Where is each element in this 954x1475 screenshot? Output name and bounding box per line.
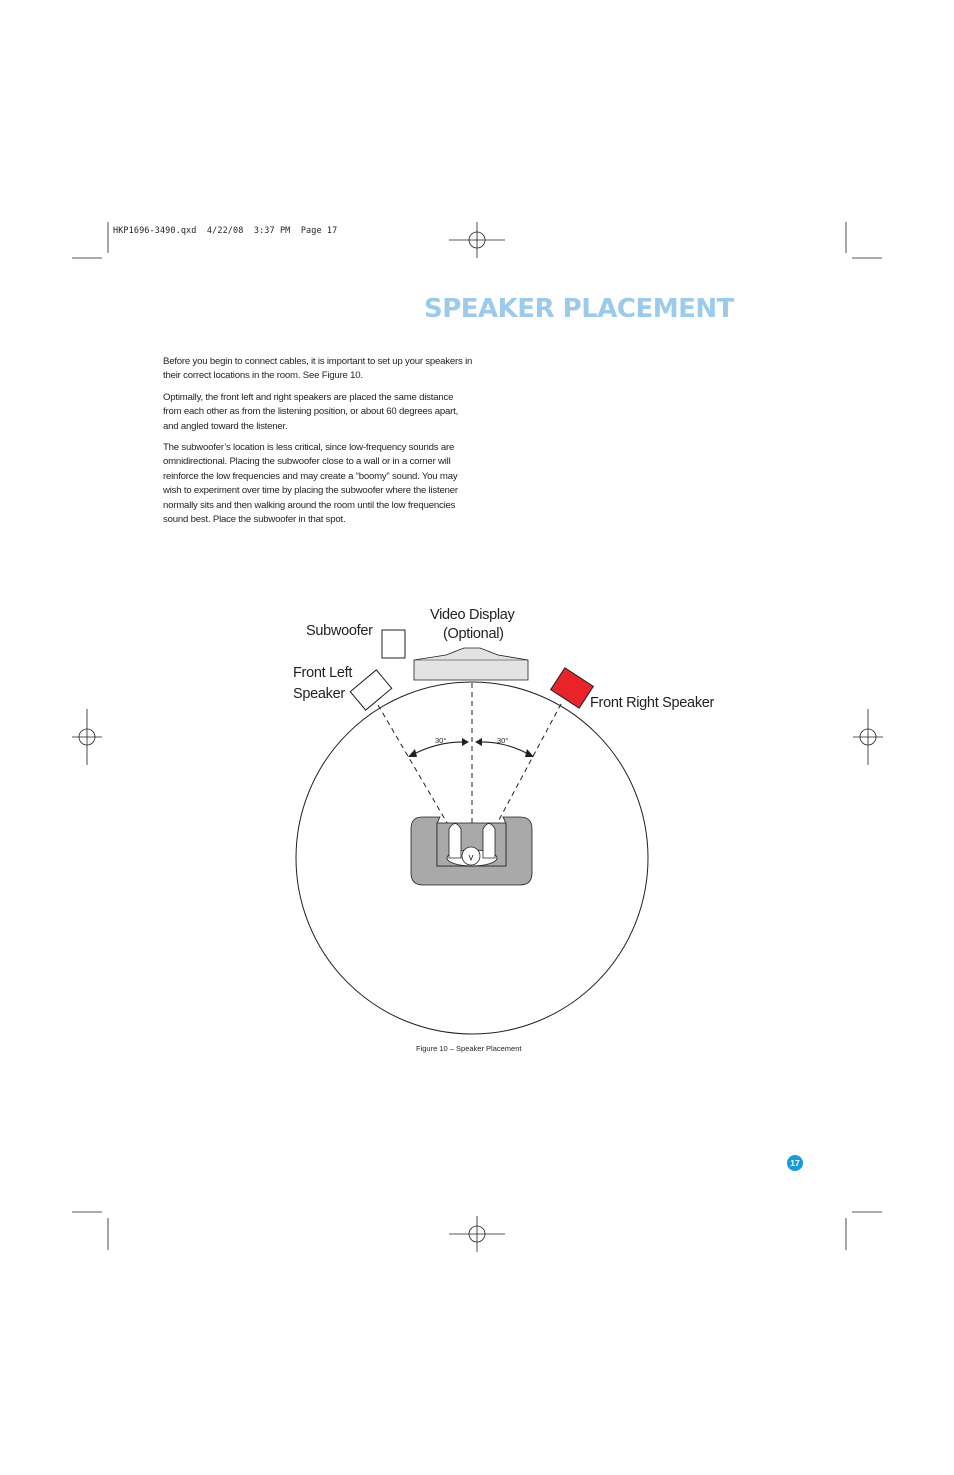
right-sight-line xyxy=(492,704,561,833)
front-right-label: Front Right Speaker xyxy=(590,695,715,711)
front-left-label: Front Left xyxy=(293,665,353,681)
video-display-icon xyxy=(414,648,528,680)
paragraph-3: The subwoofer’s location is less critical, since low-frequency sounds are omnidirectional. Placing the subwoofer close to a wall or in a corner will reinforce the low frequencies and may create a “boomy” sound. You may wish to experiment over time by placing the subwoofer where the listener normally sits and then walking around the room until the low frequencies sound best. Place the subwoofer in that spot. xyxy=(163,442,458,526)
video-display-optional-label: (Optional) xyxy=(443,626,504,642)
paragraph-1: Before you begin to connect cables, it is important to set up your speakers in their correct locations in the room. See Figure 10. xyxy=(163,356,473,382)
front-left-speaker-icon xyxy=(350,670,391,710)
front-left-speaker-label: Speaker xyxy=(293,686,345,702)
subwoofer-icon xyxy=(382,630,405,658)
figure-caption: Figure 10 – Speaker Placement xyxy=(416,1044,522,1053)
couch-icon xyxy=(411,817,532,885)
left-sight-line xyxy=(378,705,453,833)
page-title: SPEAKER PLACEMENT xyxy=(424,294,734,324)
angle-right-label: 30° xyxy=(497,736,509,745)
page-number-badge: 17 xyxy=(787,1155,803,1171)
angle-left-label: 30° xyxy=(435,736,447,745)
video-display-label: Video Display xyxy=(430,607,515,623)
front-right-speaker-icon xyxy=(551,668,594,708)
print-slug: HKP1696-3490.qxd 4/22/08 3:37 PM Page 17 xyxy=(113,226,338,236)
listener-head-icon xyxy=(462,847,480,865)
paragraph-2: Optimally, the front left and right speakers are placed the same distance from each other as from the listening position, or about 60 degrees apart, and angled toward the listener. xyxy=(163,391,459,432)
subwoofer-label: Subwoofer xyxy=(306,623,373,639)
